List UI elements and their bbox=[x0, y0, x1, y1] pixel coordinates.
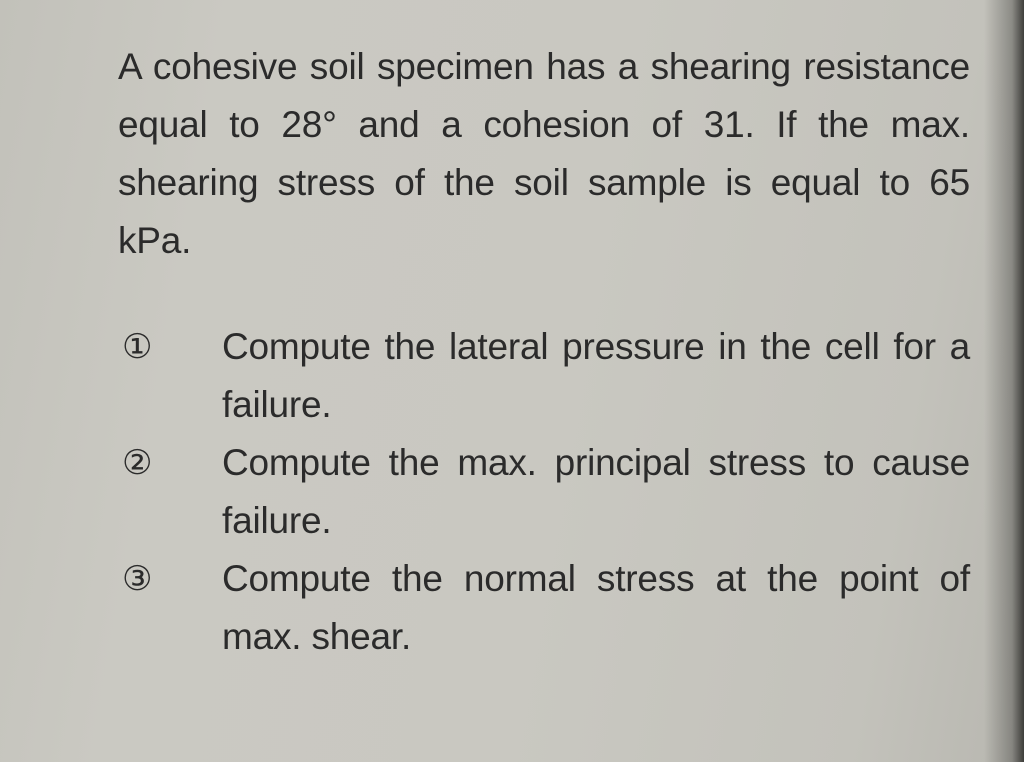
question-text-1: Compute the lateral pressure in the cell for a failure. bbox=[222, 326, 970, 425]
page-edge-shadow bbox=[984, 0, 1024, 762]
question-number-2: ② bbox=[122, 444, 153, 482]
question-item-3 bbox=[118, 550, 970, 666]
question-item-2 bbox=[118, 434, 970, 550]
problem-statement: A cohesive soil specimen has a shearing resistance equal to 28° and a cohesion of 31. If the max. shearing stress of the soil sample is equal to 65 kPa. bbox=[118, 46, 970, 261]
question-item-1 bbox=[118, 318, 970, 434]
question-number-3: ③ bbox=[122, 560, 153, 598]
problem-block bbox=[118, 38, 970, 270]
question-list bbox=[118, 318, 970, 666]
question-number-1: ① bbox=[122, 328, 153, 366]
question-text-3: Compute the normal stress at the point of max. shear. bbox=[222, 558, 970, 657]
question-text-2: Compute the max. principal stress to cause failure. bbox=[222, 442, 970, 541]
